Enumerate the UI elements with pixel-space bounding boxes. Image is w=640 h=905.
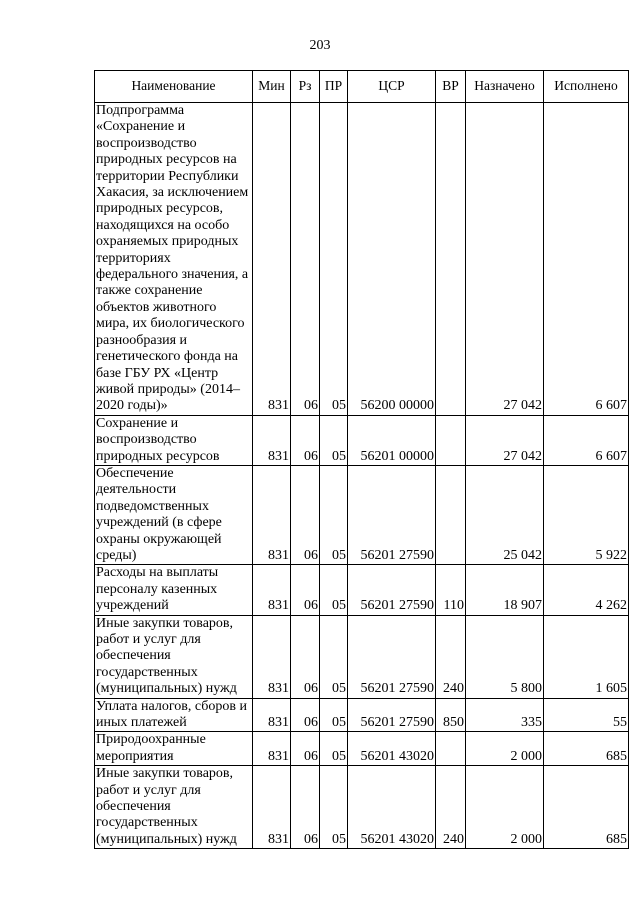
row-assigned: 18 907 bbox=[466, 565, 544, 615]
row-min: 831 bbox=[253, 615, 291, 698]
row-assigned: 335 bbox=[466, 698, 544, 732]
row-vr: 110 bbox=[436, 565, 466, 615]
row-rz: 06 bbox=[291, 615, 320, 698]
row-name: Расходы на выплаты персоналу казенных учреждений bbox=[95, 565, 253, 615]
row-assigned: 27 042 bbox=[466, 415, 544, 465]
row-pr: 05 bbox=[320, 415, 348, 465]
row-executed: 4 262 bbox=[544, 565, 629, 615]
row-executed: 1 605 bbox=[544, 615, 629, 698]
row-name: Иные закупки товаров, работ и услуг для обеспечения государственных (муниципальных) нужд bbox=[95, 766, 253, 849]
row-min: 831 bbox=[253, 103, 291, 416]
row-rz: 06 bbox=[291, 415, 320, 465]
row-rz: 06 bbox=[291, 103, 320, 416]
row-pr: 05 bbox=[320, 698, 348, 732]
row-rz: 06 bbox=[291, 732, 320, 766]
row-csr: 56201 27590 bbox=[348, 698, 436, 732]
header-assigned: Назначено bbox=[466, 71, 544, 103]
row-assigned: 2 000 bbox=[466, 732, 544, 766]
row-executed: 685 bbox=[544, 766, 629, 849]
page-number: 203 bbox=[309, 38, 331, 53]
row-min: 831 bbox=[253, 766, 291, 849]
table-row bbox=[95, 415, 629, 465]
row-csr: 56201 27590 bbox=[348, 565, 436, 615]
table-row bbox=[95, 103, 629, 416]
row-csr: 56201 43020 bbox=[348, 766, 436, 849]
row-assigned: 27 042 bbox=[466, 103, 544, 416]
header-pr: ПР bbox=[320, 71, 348, 103]
row-csr: 56200 00000 bbox=[348, 103, 436, 416]
row-name: Обеспечение деятельности подведомственных учреждений (в сфере охраны окружающей среды) bbox=[95, 465, 253, 564]
header-rz: Рз bbox=[291, 71, 320, 103]
row-vr bbox=[436, 103, 466, 416]
row-pr: 05 bbox=[320, 465, 348, 564]
row-vr: 240 bbox=[436, 615, 466, 698]
row-rz: 06 bbox=[291, 766, 320, 849]
table-row bbox=[95, 465, 629, 564]
row-pr: 05 bbox=[320, 565, 348, 615]
row-min: 831 bbox=[253, 698, 291, 732]
row-csr: 56201 27590 bbox=[348, 465, 436, 564]
row-pr: 05 bbox=[320, 766, 348, 849]
row-pr: 05 bbox=[320, 615, 348, 698]
table-row bbox=[95, 732, 629, 766]
table-row bbox=[95, 565, 629, 615]
row-pr: 05 bbox=[320, 732, 348, 766]
header-vr: ВР bbox=[436, 71, 466, 103]
row-executed: 6 607 bbox=[544, 415, 629, 465]
row-rz: 06 bbox=[291, 698, 320, 732]
row-executed: 5 922 bbox=[544, 465, 629, 564]
row-min: 831 bbox=[253, 732, 291, 766]
row-vr bbox=[436, 732, 466, 766]
row-executed: 685 bbox=[544, 732, 629, 766]
row-pr: 05 bbox=[320, 103, 348, 416]
row-min: 831 bbox=[253, 565, 291, 615]
row-rz: 06 bbox=[291, 465, 320, 564]
row-name: Подпрограмма «Сохранение и воспроизводство природных ресурсов на территории Республики Хакасия, за исключением природных ресурсов, находящихся на особо охраняемых природных территориях федерального значения, а также сохранение объектов животного мира, их биологического разнообразия и генетического фонда на базе ГБУ РХ «Центр живой природы» (2014–2020 годы)» bbox=[95, 103, 253, 416]
row-assigned: 5 800 bbox=[466, 615, 544, 698]
row-csr: 56201 43020 bbox=[348, 732, 436, 766]
row-min: 831 bbox=[253, 465, 291, 564]
budget-execution-table bbox=[94, 70, 629, 849]
row-vr bbox=[436, 465, 466, 564]
row-assigned: 25 042 bbox=[466, 465, 544, 564]
table-header-row bbox=[95, 71, 629, 103]
row-rz: 06 bbox=[291, 565, 320, 615]
row-csr: 56201 27590 bbox=[348, 615, 436, 698]
row-min: 831 bbox=[253, 415, 291, 465]
row-executed: 6 607 bbox=[544, 103, 629, 416]
row-assigned: 2 000 bbox=[466, 766, 544, 849]
row-vr: 850 bbox=[436, 698, 466, 732]
row-name: Сохранение и воспроизводство природных ресурсов bbox=[95, 415, 253, 465]
row-name: Природоохранные мероприятия bbox=[95, 732, 253, 766]
header-min: Мин bbox=[253, 71, 291, 103]
row-csr: 56201 00000 bbox=[348, 415, 436, 465]
table-row bbox=[95, 698, 629, 732]
row-vr bbox=[436, 415, 466, 465]
row-name: Иные закупки товаров, работ и услуг для обеспечения государственных (муниципальных) нужд bbox=[95, 615, 253, 698]
table-row bbox=[95, 766, 629, 849]
row-name: Уплата налогов, сборов и иных платежей bbox=[95, 698, 253, 732]
row-vr: 240 bbox=[436, 766, 466, 849]
table-row bbox=[95, 615, 629, 698]
header-name: Наименование bbox=[95, 71, 253, 103]
header-executed: Исполнено bbox=[544, 71, 629, 103]
header-csr: ЦСР bbox=[348, 71, 436, 103]
row-executed: 55 bbox=[544, 698, 629, 732]
